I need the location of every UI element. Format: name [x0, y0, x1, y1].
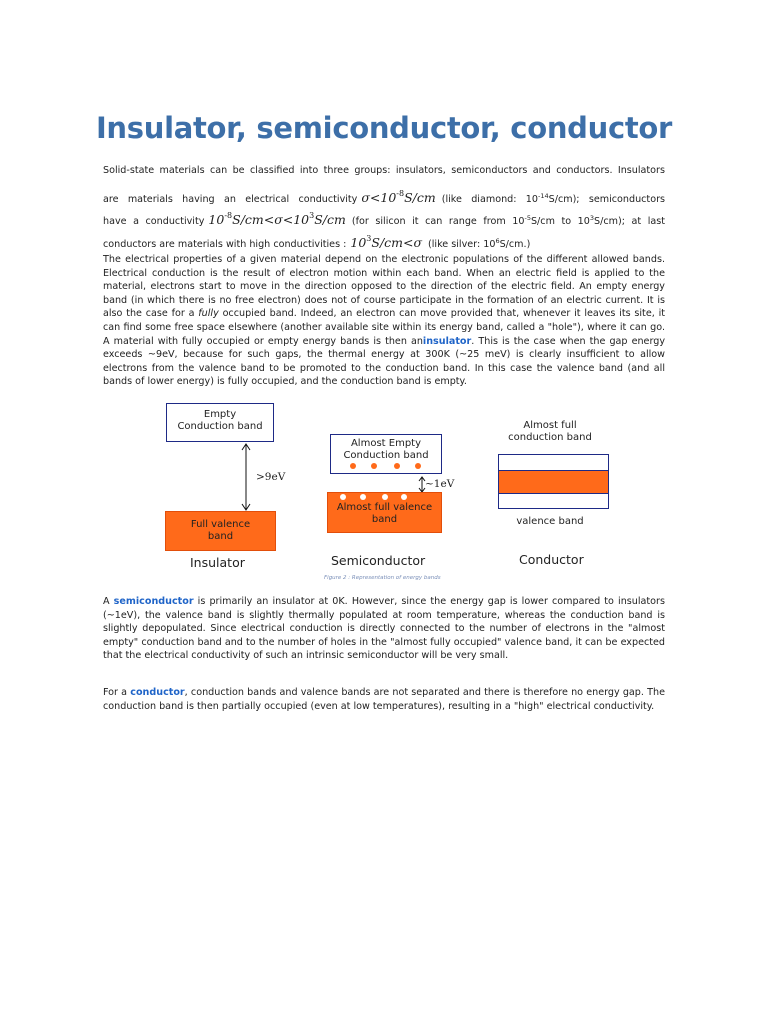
hole-dot [340, 494, 346, 500]
page-title: Insulator, semiconductor, conductor [95, 111, 673, 145]
conductor-caption: Conductor [519, 552, 584, 567]
conductor-paragraph: For a conductor, conduction bands and valence bands are not separated and there is therefore no energy gap. The conduction band is then partially occupied (even at low temperatures), resulting in a "high" electrical conductivity. [103, 687, 665, 712]
conductor-filled-region [499, 470, 608, 494]
energy-bands-figure [160, 398, 620, 583]
conductor-top-label: Almost full conduction band [508, 420, 592, 443]
intro-paragraph [103, 160, 665, 250]
math-conductor-range: $10^3S/cm<\sigma$ [350, 233, 423, 250]
hole-dot [382, 494, 388, 500]
insulator-caption: Insulator [190, 555, 245, 570]
hole-dot [401, 494, 407, 500]
semiconductor-paragraph: A semiconductor is primarily an insulator at 0K. However, since the energy gap is lower compared to insulators (~1eV), the valence band is slightly thermally populated at room temperature, whereas the conduction band is slightly depopulated. Since electrical conduction is directly connected to the number of electrons in the "almost empty" conduction band and to the number of holes in the "almost fully occupied" valence band, it can be expected that the electrical conductivity of such an intrinsic semiconductor will be very small. [103, 596, 665, 662]
hole-dot [360, 494, 366, 500]
semiconductor-caption: Semiconductor [331, 553, 426, 568]
conductor-band [498, 454, 609, 509]
insulator-link[interactable]: insulator [422, 335, 472, 347]
figure-caption: Figure 2 : Representation of energy bands [324, 575, 441, 581]
math-insulator-range: $\sigma<10^{-8}S/cm$ [361, 188, 436, 205]
electron-dot [371, 463, 377, 469]
conductor-valence-label: valence band [516, 516, 584, 527]
electron-dot [415, 463, 421, 469]
insulator-conduction-band: Empty Conduction band [166, 403, 274, 442]
intro-line-4: conductors are materials with high conductivities : $10^3S/cm<\sigma$ (like silver: $10^6S/cm$.) [103, 233, 531, 250]
intro-line-1: Solid-state materials can be classified into three groups: insulators, semiconductors and conductors. Insulators [103, 165, 665, 176]
math-semiconductor-range: $10^{-8}S/cm<\sigma<10^3S/cm$ [208, 211, 346, 227]
semiconductor-gap-label: ~1eV [425, 478, 455, 490]
electron-dot [394, 463, 400, 469]
insulator-valence-band: Full valence band [165, 511, 276, 551]
semiconductor-valence-band: Almost full valence band [327, 492, 442, 533]
band-theory-paragraph: The electrical properties of a given material depend on the electronic populations of the different allowed bands. Electrical conduction is the result of electron motion within each band. When an electric field is applied to the material, electrons start to move in the direction opposed to the direction of the electric field. An empty energy band (in which there is no free electron) does not of course participate in the formation of an electric current. It is also the case for a fully occupied band. Indeed, an electron can move provided that, whenever it leaves its site, it can find some free space elsewhere (another available site within its energy band, called a "hole"), where it can go. A material with fully occupied or empty energy bands is then aninsulator. This is the case when the gap energy exceeds ~9eV, because for such gaps, the thermal energy at 300K (~25 meV) is clearly insufficient to allow electrons from the valence band to be promoted to the conduction band. In this case the valence band (and all bands of lower energy) is fully occupied, and the conduction band is empty. [103, 254, 665, 388]
intro-line-3: have a conductivity $10^{-8}S/cm<\sigma<10^3S/cm$ (for silicon it can range from $10^{-5}S/cm$ to $10^3S/cm$); at last [103, 211, 665, 227]
conductor-link[interactable]: conductor [130, 687, 185, 698]
electron-dot [350, 463, 356, 469]
insulator-gap-label: >9eV [256, 471, 286, 483]
insulator-gap-arrow [238, 442, 258, 514]
semiconductor-link[interactable]: semiconductor [113, 596, 194, 607]
semiconductor-conduction-band: Almost Empty Conduction band [330, 434, 442, 474]
intro-line-2: are materials having an electrical conductivity $\sigma<10^{-8}S/cm$ (like diamond: $10^{-14}S/cm$); semiconductors [103, 188, 666, 205]
